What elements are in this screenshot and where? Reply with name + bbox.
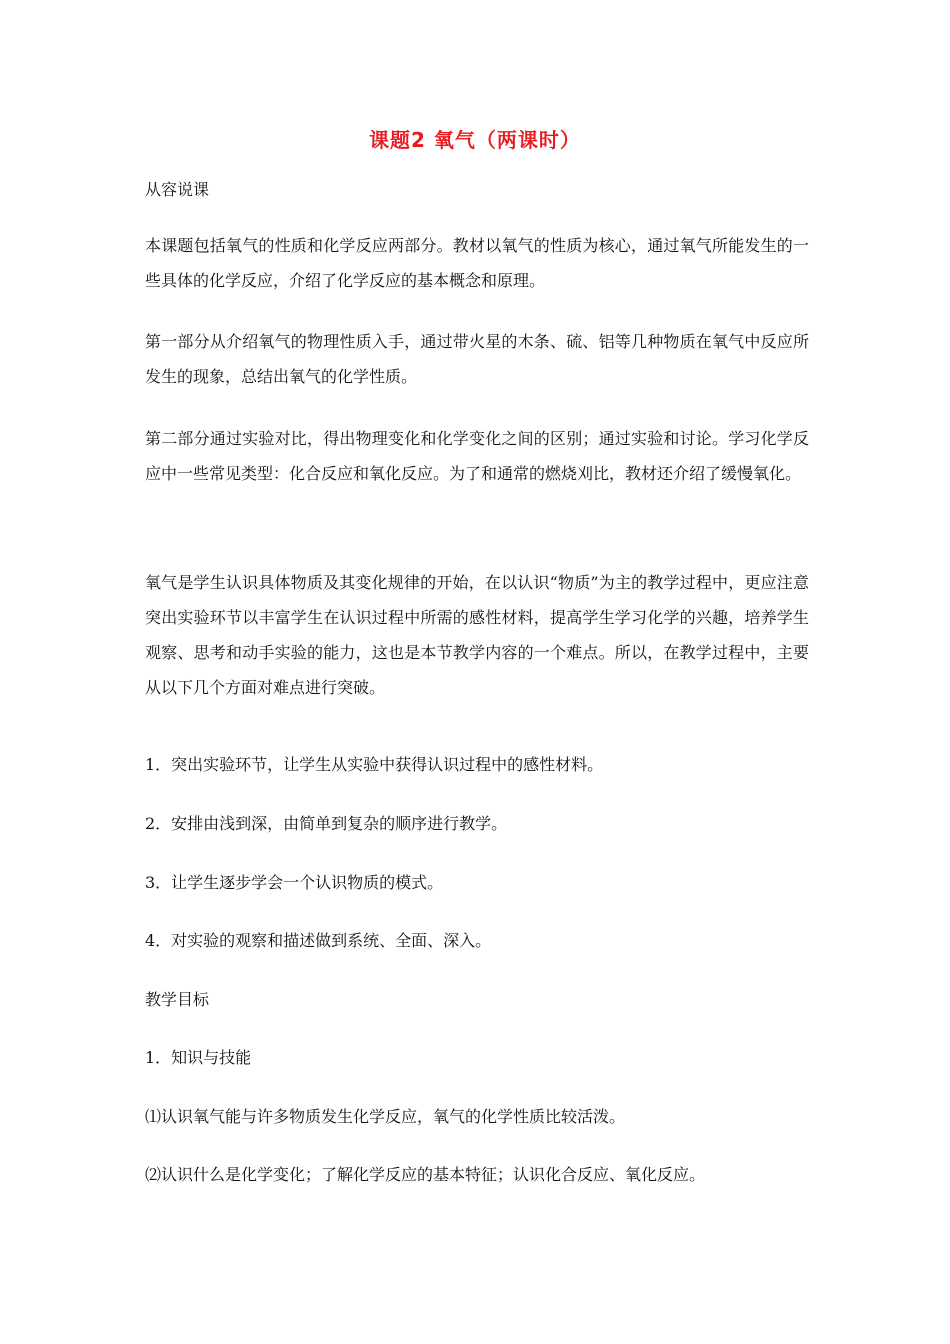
goal-item-1: ⑴认识氧气能与许多物质发生化学反应，氧气的化学性质比较活泼。 — [145, 1107, 626, 1126]
paragraph-1: 本课题包括氧气的性质和化学反应两部分。教材以氧气的性质为核心，通过氧气所能发生的一些具体的化学反应，介绍了化学反应的基本概念和原理。 — [145, 236, 809, 290]
list-item-4: 4．对实验的观察和描述做到系统、全面、深入。 — [145, 931, 492, 950]
document-title: 课题2 氧气（两课时） — [369, 128, 581, 152]
goal-item-2: ⑵认识什么是化学变化；了解化学反应的基本特征；认识化合反应、氧化反应。 — [145, 1165, 706, 1184]
section-heading-goals: 教学目标 — [145, 990, 210, 1009]
goal-heading-knowledge: 1．知识与技能 — [145, 1048, 252, 1067]
paragraph-3: 第二部分通过实验对比，得出物理变化和化学变化之间的区别；通过实验和讨论。学习化学反应中一些常见类型：化合反应和氧化反应。为了和通常的燃烧刈比，教材还介绍了缓慢氧化。 — [145, 429, 809, 483]
section-heading-intro: 从容说课 — [145, 180, 210, 199]
paragraph-4: 氧气是学生认识具体物质及其变化规律的开始，在以认识“物质”为主的教学过程中，更应注意突出实验环节以丰富学生在认识过程中所需的感性材料，提高学生学习化学的兴趣，培养学生观察、思考和动手实验的能力，这也是本节教学内容的一个难点。所以，在教学过程中，主要从以下几个方面对难点进行突破。 — [145, 573, 809, 697]
list-item-3: 3．让学生逐步学会一个认识物质的模式。 — [145, 873, 444, 892]
list-item-1: 1．突出实验环节，让学生从实验中获得认识过程中的感性材料。 — [145, 755, 604, 774]
list-item-2: 2．安排由浅到深，由简单到复杂的顺序进行教学。 — [145, 814, 508, 833]
paragraph-2: 第一部分从介绍氧气的物理性质入手，通过带火星的木条、硫、铝等几种物质在氧气中反应所发生的现象，总结出氧气的化学性质。 — [145, 332, 809, 386]
